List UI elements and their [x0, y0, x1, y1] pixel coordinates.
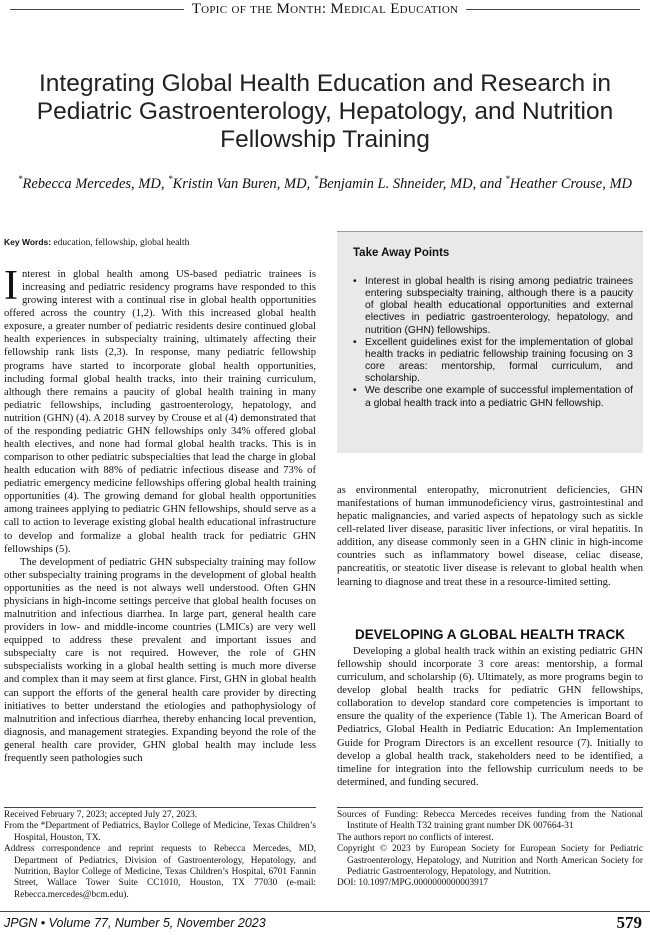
journal-citation: JPGN • Volume 77, Number 5, November 2023	[4, 916, 266, 930]
conflicts-note: The authors report no conflicts of interest.	[337, 832, 494, 843]
takeaway-point: • Excellent guidelines exist for the implementation of global health tracks in pediatric fellowship training focusing on 3 core areas: mentorship, formal curriculum, and scholarship.	[351, 337, 633, 386]
body-paragraph: The development of pediatric GHN subspecialty training may follow other subspecialty training programs in the development of global health opportunities as the need is not always well understood. Often GHN physicians in high-income settings perceive that global health focuses on malnutrition and infectious diarrhea. In large part, general health care providers in low- and middle-income countries (LMICs) are very well equipped to address these prevalent and important issues and subspecialty care is not required. However, the role of GHN subspecialists working in a global health setting is much more diverse and complex than it may seem at first glance. First, GHN in global health can support the efforts of the general health care provider by directing initiatives to better understand the etiologies and pathophysiology of malnutrition and infectious diarrhea, thereby enhancing local prevention, diagnosis, and management strategies. Expanding beyond the role of the general health care provider, GHN global health may include less frequently seen pathologies such	[4, 556, 316, 764]
takeaway-point: • Interest in global health is rising among pediatric trainees entering subspecialty training, although there is a paucity of global health educational opportunities and external electives in pediatric gastroenterology, hepatology, and nutrition (GHN) fellowships.	[351, 276, 633, 337]
correspondence-note: Address correspondence and reprint requests to Rebecca Mercedes, MD, Department of Pediatrics, Division of Gastroenterology, Hepatology, and Nutrition, Baylor College of Medicine, Texas Children’s Hospital, 6701 Fannin Street, Wallace Tower Suite CC1010, Houston, TX 77030 (e-mail: Rebecca.mercedes@bcm.edu).	[4, 844, 316, 900]
running-header	[0, 0, 650, 20]
author-marker: *	[168, 174, 173, 184]
takeaway-title: Take Away Points	[353, 247, 450, 259]
footnote-rule	[337, 807, 643, 808]
body-paragraph: Developing a global health track within an existing pediatric GHN fellowship should incorporate 3 core areas: mentorship, a formal curriculum, and scholarship (6). Ultimately, as more programs begin to develop global health tracks for pediatric GHN fellowships, collaboration to develop standard core competencies is important to ensure the quality of the experience (Table 1). The American Board of Pediatrics, Global Health in Pediatric Education: An Implementation Guide for Program Directors is an excellent resource (7). Initially to develop a global health track, stakeholders need to be identified, a timeline for integration into the fellowship curriculum needs to be determined, and funding secured.	[337, 646, 643, 788]
footnote-rule	[4, 807, 316, 808]
section-body	[337, 645, 643, 789]
funding-note: Sources of Funding: Rebecca Mercedes receives funding from the National Institute of Health T32 training grant number DK 007664-31	[337, 810, 643, 832]
drop-cap: I	[4, 263, 18, 309]
author-name: Rebecca Mercedes, MD,	[22, 175, 169, 192]
article-title: Integrating Global Health Education and Research in Pediatric Gastroenterology, Hepatology, and Nutrition Fellowship Training	[36, 70, 614, 153]
keywords-label: Key Words:	[4, 237, 52, 247]
section-heading: DEVELOPING A GLOBAL HEALTH TRACK	[355, 627, 625, 642]
author-name: Benjamin L. Shneider, MD, and	[318, 175, 506, 192]
author-list	[6, 170, 644, 193]
intro-text: nterest in global health among US-based pediatric trainees is increasing and pediatric residency programs have responded to this growing interest with a continual rise in global health opportunities offered across the country (1,2). With this increased global health exposure, a greater number of pediatric residents desire continued global health experiences in subspecialty training, ultimately affecting their fellowship rank lists (2,3). In response, many pediatric fellowship programs have started to incorporate global health opportunities, including formal global health tracks, into their training curriculum, although there remains a paucity of global health training in many pediatric fellowships, including gastroenterology, hepatology, and nutrition (GHN) (4). A 2018 survey by Crouse et al (4) demonstrated that of the responding pediatric GHN fellowships only 34% offered global health electives, and none had formal global health tracks. This is in comparison to other pediatric subspecialties that lead the charge in global health education with 88% of pediatric infectious disease and 73% of pediatric emergency medicine fellowships offering global health training opportunities (4). The growing demand for global health opportunities among trainees applying to pediatric GHN fellowships, should serve as a call to action to leverage existing global health educational infrastructure to develop and formalize a global health track for pediatric GHN fellowships (5).	[4, 269, 316, 555]
takeaway-point: • We describe one example of successful implementation of a global health track into a pediatric GHN fellowship.	[351, 385, 633, 409]
affiliation-note: From the *Department of Pediatrics, Baylor College of Medicine, Texas Children’s Hospital, Houston, TX.	[4, 821, 316, 843]
body-column-left	[4, 263, 316, 765]
keywords-text: education, fellowship, global health	[53, 238, 190, 248]
author-marker: *	[17, 174, 23, 184]
footnotes-right	[337, 810, 643, 890]
author-name: Heather Crouse, MD	[509, 175, 633, 192]
takeaway-list	[351, 276, 633, 410]
author-name: Kristin Van Buren, MD,	[172, 175, 314, 192]
footer-rule	[0, 911, 650, 912]
section-label: Topic of the Month: Medical Education	[184, 1, 467, 17]
body-paragraph-continued: as environmental enteropathy, micronutrient deficiencies, GHN manifestations of human immunodeficiency virus, gastrointestinal and hepatic malignancies, and varied aspects of hepatology such as sickle cell-related liver disease, parasitic liver infections, or viral hepatitis. In addition, any disease commonly seen in a GHN clinic in high-income countries such as inflammatory bowel disease, celiac disease, pancreatitis, or steatotic liver disease is relevant to global health when learning to diagnose and treat these in a resource-limited setting.	[337, 485, 643, 588]
keywords	[4, 236, 316, 250]
page-number: 579	[616, 913, 642, 932]
takeaway-box	[337, 231, 643, 453]
body-column-right	[337, 484, 643, 589]
doi-note: DOI: 10.1097/MPG.0000000000003917	[337, 878, 489, 889]
author-marker: *	[313, 174, 319, 184]
intro-paragraph	[4, 263, 316, 556]
footnotes-left	[4, 810, 316, 901]
author-marker: *	[505, 174, 510, 184]
copyright-note: Copyright © 2023 by European Society for European Society for Pediatric Gastroenterology, Hepatology, and Nutrition and North American Society for Pediatric Gastroenterology, Hepatology, and Nutrition.	[337, 844, 643, 878]
received-note: Received February 7, 2023; accepted July 27, 2023.	[4, 810, 198, 820]
